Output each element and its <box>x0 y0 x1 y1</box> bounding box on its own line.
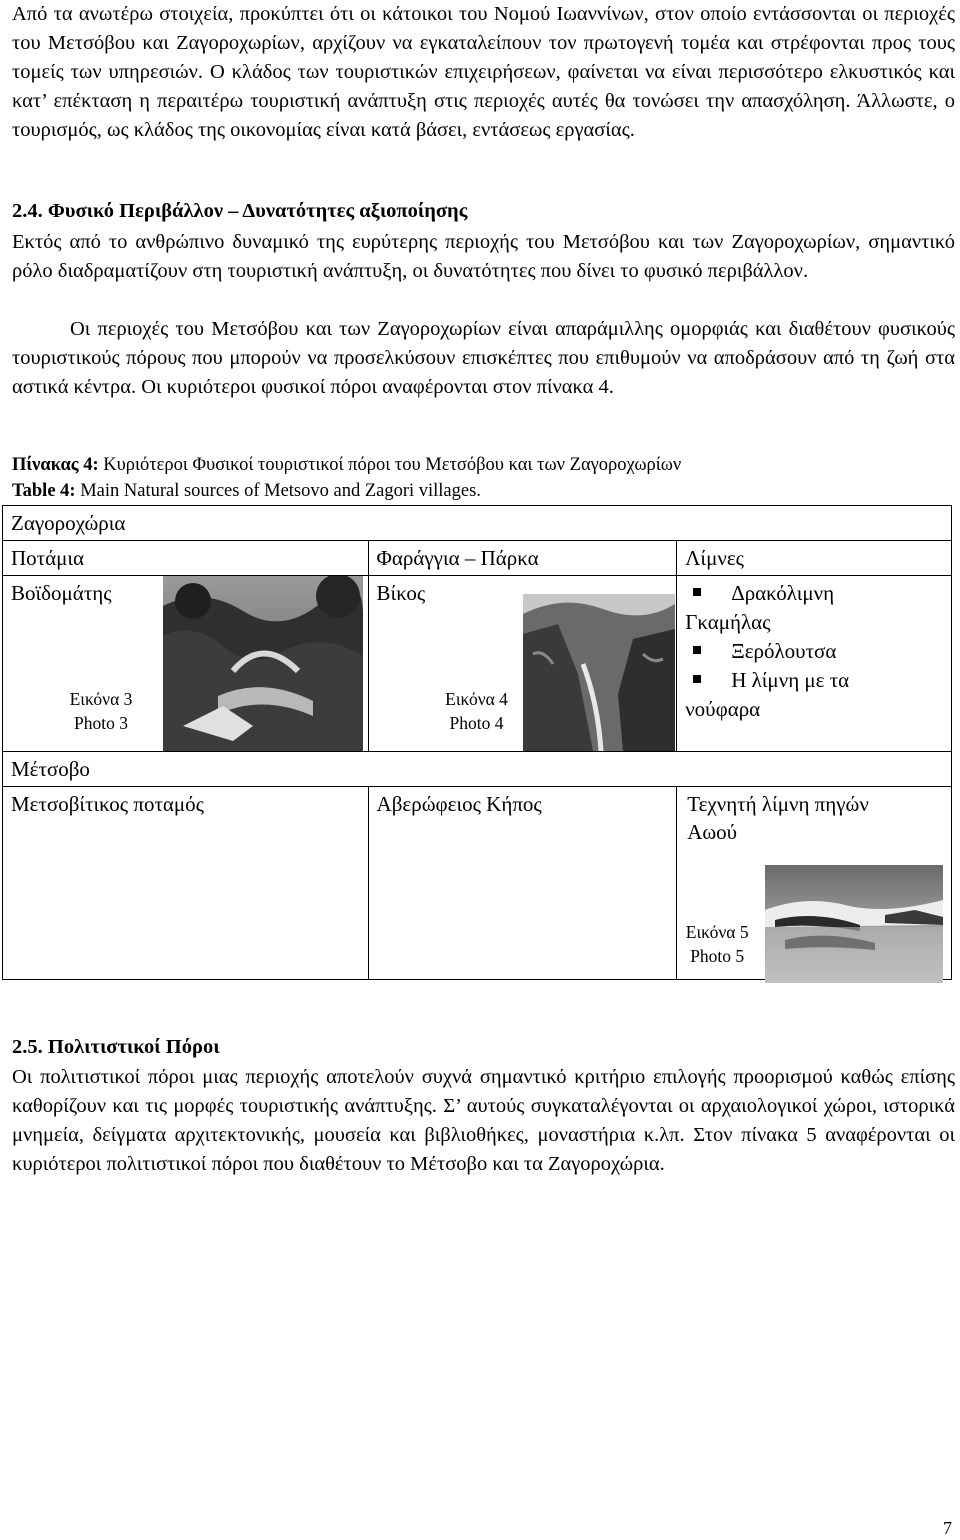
table-caption-english-text: Main Natural sources of Metsovo and Zagori villages. <box>75 481 481 501</box>
zagori-gorge-cell <box>368 576 677 752</box>
intro-paragraph: Από τα ανωτέρω στοιχεία, προκύπτει ότι οι κάτοικοι του Νομού Ιωαννίνων, στον οποίο εντάσσονται οι περιοχές του Μετσόβου και Ζαγοροχωρίων, αρχίζουν να εγκαταλείπουν τον πρωτογενή τομέα και στρέφονται προς τους τομείς των υπηρεσιών. Ο κλάδος των τουριστικών επιχειρήσεων, φαίνεται να είναι περισσότερο ελκυστικός και κατ’ επέκταση η περαιτέρω τουριστική ανάπτυξη στις περιοχές αυτές θα τονώσει την απασχόληση. Άλλωστε, ο τουρισμός, ως κλάδος της οικονομίας είναι κατά βάσει, εντάσεως εργασίας. <box>12 3 955 141</box>
photo-3-caption <box>51 687 151 735</box>
photo-aoos-lake <box>765 865 943 983</box>
photo-vikos-gorge <box>523 594 675 751</box>
zagori-river-cell <box>3 576 369 752</box>
photo-5-caption <box>667 920 767 968</box>
natural-resources-table <box>2 505 952 980</box>
metsovo-park-cell: Αβερώφειος Κήπος <box>368 787 677 980</box>
metsovo-river-cell: Μετσοβίτικος ποταμός <box>3 787 369 980</box>
photo-voidomatis-bridge <box>163 576 363 751</box>
list-item <box>685 637 943 666</box>
zagori-section-title: Ζαγοροχώρια <box>3 506 952 541</box>
section-2-4-paragraph-1: Εκτός από το ανθρώπινο δυναμικό της ευρύτερης περιοχής του Μετσόβου και των Ζαγοροχωρίων, σημαντικό ρόλο διαδραματίζουν στη τουριστική ανάπτυξη, οι δυνατότητες που δίνει το φυσικό περιβάλλον. <box>12 231 955 282</box>
table-caption-greek-text: Κυριότεροι Φυσικοί τουριστικοί πόροι του Μετσόβου και των Ζαγοροχωρίων <box>98 455 682 475</box>
list-item <box>685 695 943 724</box>
table-row <box>3 752 952 787</box>
zagori-gorge-name: Βίκος <box>376 581 426 605</box>
table-row <box>3 506 952 541</box>
list-item <box>685 579 943 608</box>
page-number: 7 <box>943 1518 952 1538</box>
table-caption-greek-label: Πίνακας 4: <box>12 455 99 475</box>
list-item <box>685 608 943 637</box>
section-2-5-paragraph: Οι πολιτιστικοί πόροι μιας περιοχής αποτελούν συχνά σημαντικό κριτήριο επιλογής προορισμού καθώς επίσης καθορίζουν και τις μορφές τουριστικής ανάπτυξης. Σ’ αυτούς συγκαταλέγονται οι αρχαιολογικοί χώροι, ιστορικά μνημεία, δείγματα αρχιτεκτονικής, μουσεία και βιβλιοθήκες, μοναστήρια κ.λπ. Στον πίνακα 5 αναφέρονται οι κυριότεροι πολιτιστικοί πόροι που διαθέτουν το Μέτσοβο και τα Ζαγοροχώρια. <box>12 1066 955 1175</box>
section-2-4-paragraph-2: Οι περιοχές του Μετσόβου και των Ζαγοροχωρίων είναι απαράμιλλης ομορφιάς και διαθέτουν φυσικούς τουριστικούς πόρους που μπορούν να προσελκύσουν επισκέπτες που επιθυμούν να αποδράσουν από τη ζωή στα αστικά κέντρα. Οι κυριότεροι φυσικοί πόροι αναφέρονται στον πίνακα 4. <box>12 318 955 398</box>
table-caption-english <box>12 479 481 503</box>
photo-5-greek: Εικόνα 5 <box>685 922 749 942</box>
table-caption-greek <box>12 453 681 477</box>
table-row <box>3 541 952 576</box>
bullet-icon <box>693 588 701 596</box>
metsovo-section-title: Μέτσοβο <box>3 752 952 787</box>
metsovo-lake-name: Τεχνητή λίμνη πηγών Αωού <box>687 792 869 844</box>
lake-name: Η λίμνη με τα <box>731 668 850 692</box>
header-rivers: Ποτάμια <box>3 541 369 576</box>
lake-name: Δρακόλιμνη <box>731 581 835 605</box>
list-item <box>685 666 943 695</box>
zagori-lakes-cell <box>677 576 952 752</box>
bullet-icon <box>693 646 701 654</box>
section-2-4-heading: 2.4. Φυσικό Περιβάλλον – Δυνατότητες αξιοποίησης <box>12 200 468 222</box>
photo-4-caption <box>427 687 527 735</box>
photo-4-english: Photo 4 <box>449 713 504 733</box>
photo-3-greek: Εικόνα 3 <box>69 689 133 709</box>
metsovo-lake-cell <box>677 787 952 980</box>
lake-name: Ξερόλουτσα <box>731 639 837 663</box>
table-row <box>3 787 952 980</box>
section-2-5-heading: 2.5. Πολιτιστικοί Πόροι <box>12 1036 220 1058</box>
bullet-icon <box>693 675 701 683</box>
header-lakes: Λίμνες <box>677 541 952 576</box>
table-row <box>3 576 952 752</box>
photo-5-english: Photo 5 <box>690 946 745 966</box>
lake-name: νούφαρα <box>685 697 761 721</box>
photo-3-english: Photo 3 <box>74 713 128 733</box>
zagori-river-name: Βοϊδομάτης <box>11 581 112 605</box>
lakes-list <box>685 579 943 724</box>
table-caption-english-label: Table 4: <box>12 481 76 501</box>
photo-4-greek: Εικόνα 4 <box>445 689 508 709</box>
lake-name: Γκαμήλας <box>685 610 771 634</box>
header-gorges-parks: Φαράγγια – Πάρκα <box>368 541 677 576</box>
